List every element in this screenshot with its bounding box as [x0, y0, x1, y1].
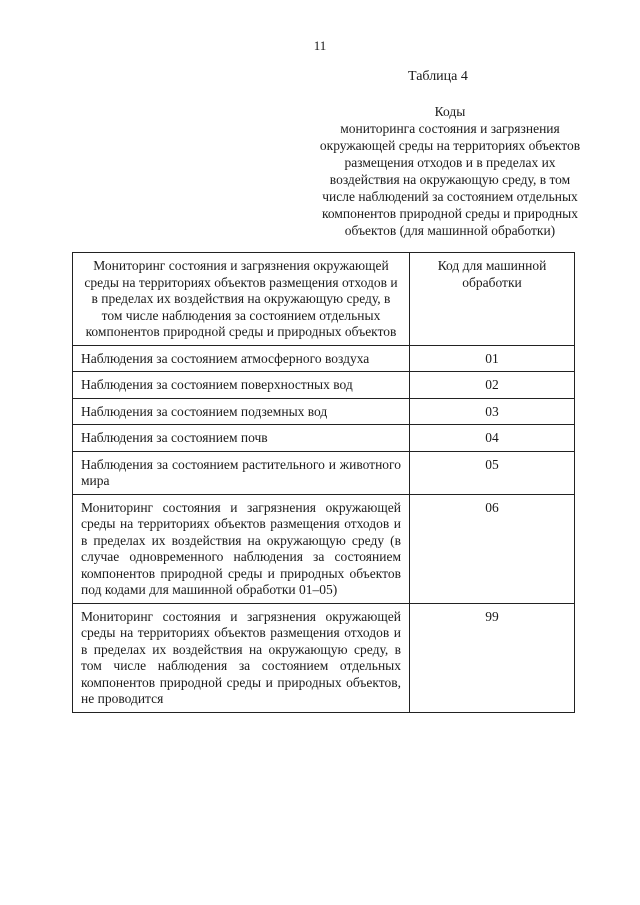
title-line: мониторинга состояния и загрязнения [340, 121, 560, 136]
row-description: Наблюдения за состоянием почв [73, 425, 410, 452]
table-row [73, 451, 575, 494]
title-line: воздействия на окружающую среду, в том [329, 172, 571, 187]
row-description: Мониторинг состояния и загрязнения окружающей среды на территориях объектов размещения отходов и в пределах их воздействия на окружающую среду (в случае одновременного наблюдения за состоянием компонентов природной среды и природных объектов под кодами для машинной обработки 01–05) [73, 494, 410, 603]
table-row [73, 494, 575, 603]
row-code: 99 [410, 603, 575, 712]
title-line: компонентов природной среды и природных [322, 206, 578, 221]
row-code: 04 [410, 425, 575, 452]
table-row [73, 425, 575, 452]
table-header-row [73, 253, 575, 346]
row-description: Наблюдения за состоянием поверхностных вод [73, 372, 410, 399]
title-line: Коды [434, 104, 466, 119]
row-description: Наблюдения за состоянием подземных вод [73, 398, 410, 425]
table-row [73, 603, 575, 712]
title-line: окружающей среды на территориях объектов [319, 138, 581, 153]
row-description: Наблюдения за состоянием атмосферного воздуха [73, 345, 410, 372]
table-row [73, 345, 575, 372]
title-line: размещения отходов и в пределах их [344, 155, 556, 170]
row-description: Мониторинг состояния и загрязнения окружающей среды на территориях объектов размещения отходов и в пределах их воздействия на окружающую среду, в том числе наблюдения за состоянием отдельных компонентов природной среды и природных объектов, не проводится [73, 603, 410, 712]
header-description-cell: Мониторинг состояния и загрязнения окружающей среды на территориях объектов размещения отходов и в пределах их воздействия на окружающую среду, в том числе наблюдения за состоянием отдельных компонентов природной среды и природных объектов [73, 253, 410, 346]
title-line: числе наблюдений за состоянием отдельных [322, 189, 578, 204]
row-code: 02 [410, 372, 575, 399]
title-line: объектов (для машинной обработки) [344, 223, 556, 238]
row-code: 03 [410, 398, 575, 425]
header-code-cell: Код для машинной обработки [410, 253, 575, 346]
table-row [73, 398, 575, 425]
row-code: 01 [410, 345, 575, 372]
table-title [300, 103, 600, 239]
codes-table [72, 252, 575, 713]
row-code: 06 [410, 494, 575, 603]
row-code: 05 [410, 451, 575, 494]
table-row [73, 372, 575, 399]
row-description: Наблюдения за состоянием растительного и животного мира [73, 451, 410, 494]
table-label: Таблица 4 [408, 69, 468, 84]
page-number: 11 [313, 38, 327, 53]
